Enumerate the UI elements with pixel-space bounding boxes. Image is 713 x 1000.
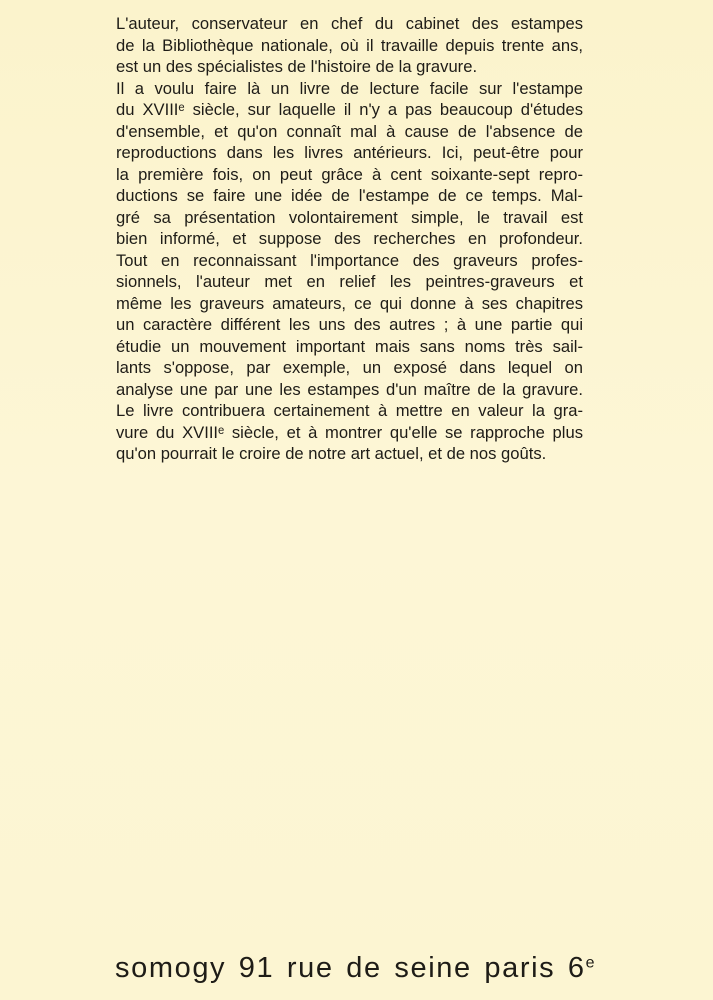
blurb-line: Il a voulu faire là un livre de lecture facile sur l'estampe bbox=[116, 78, 583, 98]
blurb-line: vure du XVIIIᵉ siècle, et à montrer qu'elle se rapproche plus bbox=[116, 422, 583, 442]
publisher-imprint bbox=[115, 952, 596, 985]
blurb-line: Le livre contribuera certainement à mettre en valeur la gra- bbox=[116, 401, 583, 420]
blurb-line: qu'on pourrait le croire de notre art actuel, et de nos goûts. bbox=[116, 444, 547, 463]
blurb-line: est un des spécialistes de l'histoire de la gravure. bbox=[116, 57, 478, 76]
blurb-line: bien informé, et suppose des recherches en profondeur. bbox=[116, 229, 583, 248]
blurb-line: Tout en reconnaissant l'importance des graveurs profes- bbox=[116, 250, 583, 270]
blurb-line: sionnels, l'auteur met en relief les peintres-graveurs et bbox=[116, 272, 583, 291]
blurb-line: analyse une par une les estampes d'un maître de la gravure. bbox=[116, 379, 583, 399]
blurb-line: la première fois, on peut grâce à cent soixante-sept repro- bbox=[116, 164, 583, 184]
back-cover-blurb bbox=[116, 13, 583, 465]
publisher-address: somogy 91 rue de seine paris 6 bbox=[115, 952, 586, 984]
arrondissement-superscript: e bbox=[585, 954, 597, 972]
blurb-line: même les graveurs amateurs, ce qui donne à ses chapitres bbox=[116, 293, 583, 313]
blurb-line: de la Bibliothèque nationale, où il travaille depuis trente ans, bbox=[116, 35, 583, 55]
blurb-line: reproductions dans les livres antérieurs. Ici, peut-être pour bbox=[116, 143, 583, 162]
blurb-line: ductions se faire une idée de l'estampe de ce temps. Mal- bbox=[116, 186, 583, 205]
blurb-line: gré sa présentation volontairement simple, le travail est bbox=[116, 207, 583, 227]
blurb-line: d'ensemble, et qu'on connaît mal à cause de l'absence de bbox=[116, 121, 583, 141]
blurb-line: un caractère différent les uns des autres ; à une partie qui bbox=[116, 315, 583, 334]
blurb-line: du XVIIIᵉ siècle, sur laquelle il n'y a pas beaucoup d'études bbox=[116, 100, 583, 119]
blurb-line: L'auteur, conservateur en chef du cabinet des estampes bbox=[116, 14, 583, 33]
blurb-line: lants s'oppose, par exemple, un exposé dans lequel on bbox=[116, 358, 583, 377]
blurb-line: étudie un mouvement important mais sans noms très sail- bbox=[116, 336, 583, 356]
